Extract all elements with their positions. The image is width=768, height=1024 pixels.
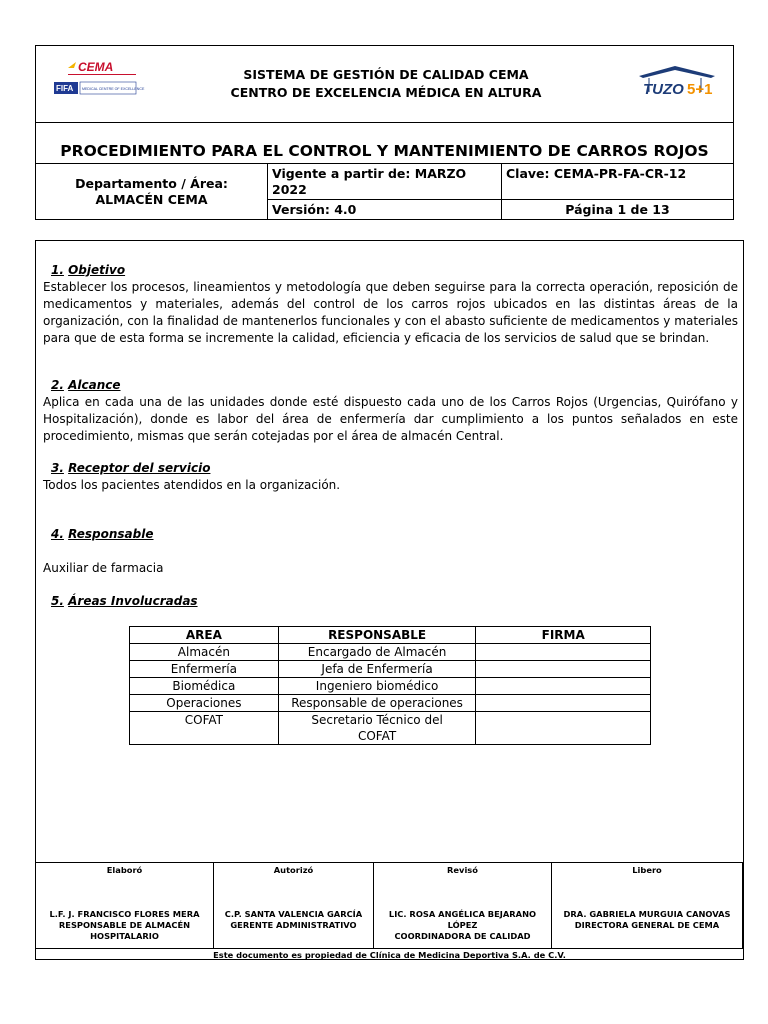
cema-fifa-logo — [54, 56, 150, 100]
table-row — [130, 678, 651, 695]
section-alcance — [43, 377, 738, 445]
fifa-logo-text: FIFA — [56, 84, 74, 93]
table-cell-responsable: Jefa de Enfermería — [278, 661, 476, 678]
table-header-row — [130, 627, 651, 644]
section-text: Auxiliar de farmacia — [43, 561, 164, 575]
page-number: Página 1 de 13 — [565, 202, 670, 217]
table-header-responsable: RESPONSABLE — [278, 627, 476, 644]
procedure-title: PROCEDIMIENTO PARA EL CONTROL Y MANTENIMIENTO DE CARROS ROJOS — [60, 142, 709, 160]
section-responsable — [43, 526, 738, 577]
table-cell-responsable: Responsable de operaciones — [278, 695, 476, 712]
signature-role: Libero — [632, 865, 662, 875]
section-heading: 2. Alcance — [51, 378, 121, 392]
section-text: Establecer los procesos, lineamientos y metodología que deben seguirse para la correcta operación, reposición de medicamentos y materiales, además del control de los carros rojos ubicados en las distintas áreas de la organización, con la finalidad de mantenerlos funcionales y con el abasto suficiente de medicamentos y materiales para que de esta forma se incremente la calidad, eficiencia y eficacia de los servicios de salud que se brindan. — [43, 280, 738, 345]
signature-elaboro — [36, 863, 214, 948]
table-cell-area: Biomédica — [130, 678, 279, 695]
section-text: Aplica en cada una de las unidades donde esté dispuesto cada uno de los Carros Rojos (Urgencias, Quirófano y Hospitalización), donde es labor del área de enfermería dar cumplimiento a los puntos señalados en este procedimiento, mismas que serán cotejadas por el área de almacén Central. — [43, 395, 738, 443]
document-code: Clave: CEMA-PR-FA-CR-12 — [502, 164, 733, 200]
document-version: Versión: 4.0 — [268, 200, 502, 220]
table-row — [130, 712, 651, 745]
table-row — [130, 661, 651, 678]
table-cell-area: Almacén — [130, 644, 279, 661]
section-receptor — [43, 460, 738, 494]
table-row — [130, 644, 651, 661]
table-cell-area: COFAT — [130, 712, 279, 745]
signature-libero — [552, 863, 743, 948]
effective-date: Vigente a partir de: MARZO 2022 — [268, 164, 502, 200]
table-cell-responsable: Encargado de Almacén — [278, 644, 476, 661]
section-heading: 3. Receptor del servicio — [51, 461, 211, 475]
table-cell-area: Operaciones — [130, 695, 279, 712]
tuzo-logo-number: 5+1 — [687, 81, 713, 98]
signature-role: Autorizó — [273, 865, 314, 875]
section-objetivo — [43, 262, 738, 347]
table-row — [130, 695, 651, 712]
table-cell-firma — [476, 661, 651, 678]
signature-name: L.F. J. FRANCISCO FLORES MERA — [49, 909, 200, 919]
fifa-logo-subtext: MEDICAL CENTRE OF EXCELLENCE — [82, 87, 145, 91]
header-top-row — [36, 46, 733, 123]
tuzo-logo-text: TUZO — [643, 81, 684, 98]
section-heading: 1. Objetivo — [51, 263, 126, 277]
areas-table — [129, 626, 651, 745]
signature-block — [36, 862, 743, 961]
header-title — [176, 66, 596, 102]
department-label: Departamento / Área: — [75, 176, 228, 191]
table-header-firma: FIRMA — [476, 627, 651, 644]
signature-name: DRA. GABRIELA MURGUIA CANOVAS — [563, 909, 731, 919]
table-cell-responsable: Ingeniero biomédico — [278, 678, 476, 695]
signature-position: COORDINADORA DE CALIDAD — [394, 931, 531, 941]
ownership-note: Este documento es propiedad de Clínica de Medicina Deportiva S.A. de C.V. — [36, 948, 743, 962]
department-value: ALMACÉN CEMA — [95, 192, 208, 207]
signature-position: RESPONSABLE DE ALMACÉN HOSPITALARIO — [58, 920, 191, 941]
signature-name: C.P. SANTA VALENCIA GARCÍA — [224, 909, 363, 919]
signature-role: Elaboró — [106, 865, 143, 875]
document-info-row — [36, 163, 733, 220]
department-cell — [36, 164, 268, 220]
signature-name: LIC. ROSA ANGÉLICA BEJARANO LÓPEZ — [388, 909, 537, 930]
tuzo-logo — [631, 62, 721, 102]
signature-position: GERENTE ADMINISTRATIVO — [230, 920, 357, 930]
signature-reviso — [374, 863, 552, 948]
section-areas — [43, 593, 738, 610]
header-title-line2: CENTRO DE EXCELENCIA MÉDICA EN ALTURA — [230, 85, 542, 100]
table-cell-responsable: Secretario Técnico del COFAT — [278, 712, 476, 745]
signature-role: Revisó — [447, 865, 478, 875]
section-heading: 5. Áreas Involucradas — [51, 594, 198, 608]
cema-logo-text: CEMA — [78, 60, 114, 74]
table-cell-firma — [476, 678, 651, 695]
section-text: Todos los pacientes atendidos en la organización. — [43, 478, 341, 492]
table-cell-area: Enfermería — [130, 661, 279, 678]
signature-autorizo — [214, 863, 374, 948]
header-title-line1: SISTEMA DE GESTIÓN DE CALIDAD CEMA — [243, 67, 529, 82]
table-cell-firma — [476, 695, 651, 712]
table-cell-firma — [476, 644, 651, 661]
section-heading: 4. Responsable — [51, 527, 154, 541]
document-header — [35, 45, 734, 220]
table-header-area: AREA — [130, 627, 279, 644]
document-body — [35, 240, 744, 960]
table-cell-firma — [476, 712, 651, 745]
signature-position: DIRECTORA GENERAL DE CEMA — [574, 920, 720, 930]
